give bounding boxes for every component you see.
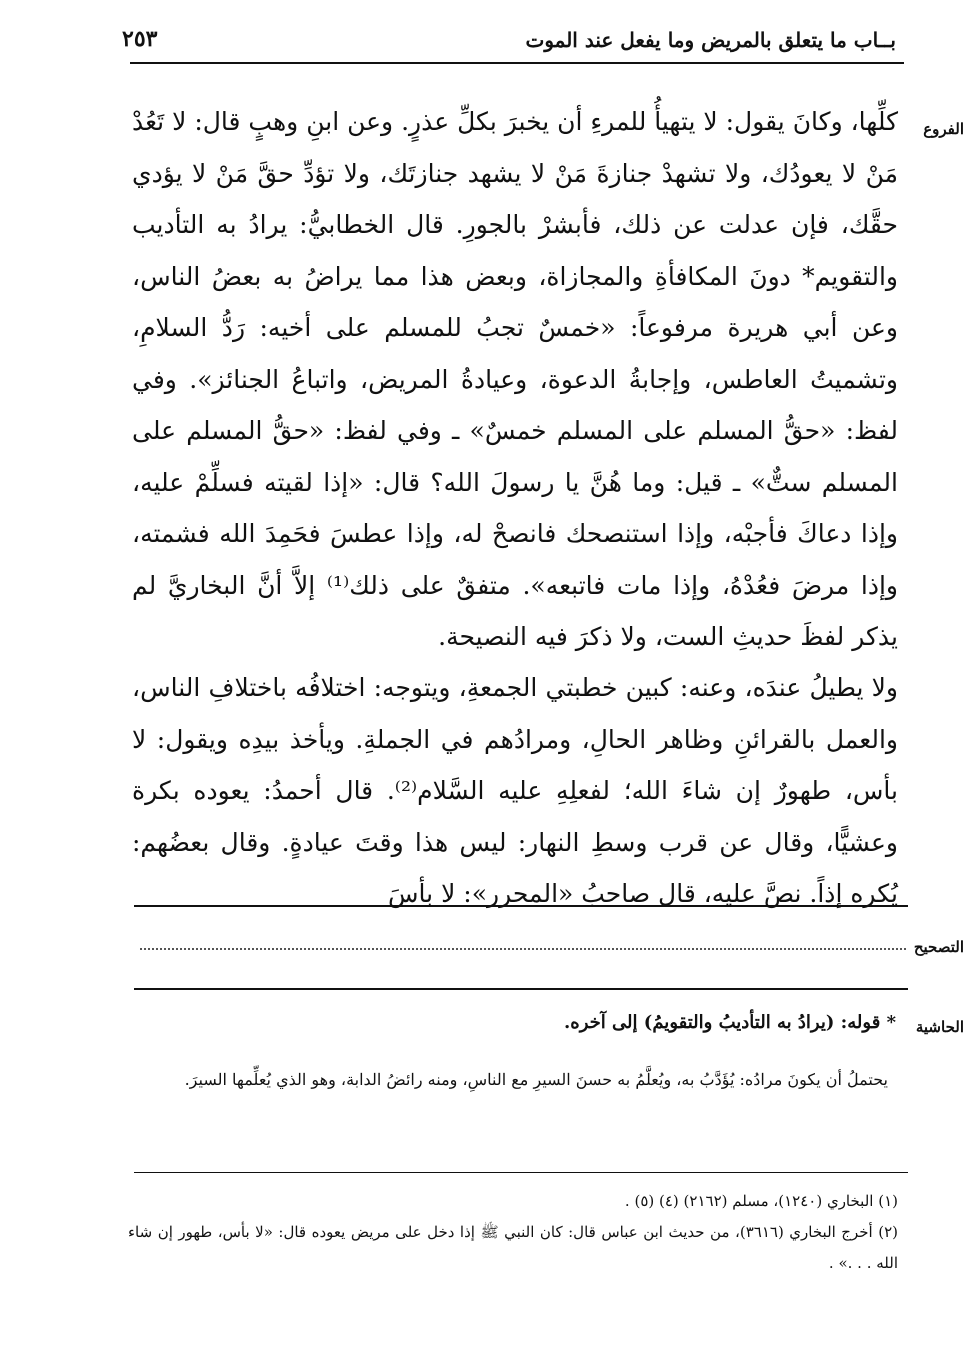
footnote-rule <box>134 1172 908 1173</box>
header-rule <box>130 62 904 64</box>
tashih-dotted-line <box>140 948 906 950</box>
main-paragraph-1: كلِّها، وكانَ يقول: لا يتهيأُ للمرءِ أن يخبرَ بكلِّ عذرٍ. وعن ابنِ وهبٍ قال: لا تَعُدْ مَنْ لا يعودُك، ولا تشهدْ جنازةَ مَنْ لا يشهد جنازتَك، ولا تؤدِّ حقَّ مَنْ لا يؤدي حقَّك، فإن عدلت عن ذلك، فأبشرْ بالجورِ. قال الخطابيُّ: يرادُ به التأديب والتقويم* دونَ المكافأةِ والمجازاة، وبعض هذا مما يراضُ به بعضُ الناس، وعن أبي هريرة مرفوعاً: «خمسٌ تجبُ للمسلم على أخيه: رَدُّ السلامِ، وتشميتُ العاطس، وإجابةُ الدعوة، وعيادةُ المريض، واتباعُ الجنائز». وفي لفظ: «حقُّ المسلم على المسلم خمسٌ» ـ وفي لفظ: «حقُّ المسلم على المسلم ستٌّ» ـ قيل: وما هُنَّ يا رسولَ الله؟ قال: «إذا لقيته فسلِّمْ عليه، وإذا دعاكَ فأجبْه، وإذا استنصحك فانصحْ له، وإذا عطسَ فحَمِدَ الله فشمته، وإذا مرضَ فعُدْهُ، وإذا مات فاتبعه». متفقٌ على ذلك⁽¹⁾ إلاَّ أنَّ البخاريَّ لم يذكر لفظَ حديثِ الست، ولا ذكرَ فيه النصيحة. <box>132 107 898 651</box>
main-text-block <box>132 96 898 920</box>
footnote-1: (١) البخاري (١٢٤٠)، مسلم (٢١٦٢) (٤) (٥) . <box>624 1192 898 1210</box>
page-number: ٢٥٣ <box>122 26 158 52</box>
margin-label-hashiya: الحاشية <box>915 1018 964 1036</box>
running-title: بــاب ما يتعلق بالمريض وما يفعل عند الموت <box>525 28 896 52</box>
hashiya-heading: * قوله: (يرادُ به التأديبُ والتقويمُ) إلى آخره. <box>564 1012 896 1033</box>
footnote-2: (٢) أخرج البخاري (٣٦١٦)، من حديث ابن عباس قال: كان النبي ﷺ إذا دخل على مريض يعوده قال: «لا بأس، طهور إن شاء الله . . .» . <box>128 1223 898 1272</box>
hashiya-body: يحتملُ أن يكونَ مرادُه: يُؤَدَّبُ به، ويُعلَّمُ به حسنَ السيرِ مع الناسِ، ومنه رائضُ الدابة، وهو الذي يُعلِّمها السيرَ. <box>184 1070 888 1089</box>
tashih-bottom-rule <box>134 988 908 990</box>
margin-label-furoo: الفروع <box>923 120 964 138</box>
main-text-bottom-rule <box>134 905 908 907</box>
margin-label-tashih: التصحيح <box>913 938 964 956</box>
footnotes <box>128 1186 898 1279</box>
main-paragraph-2: ولا يطيلُ عندَه، وعنه: كبين خطبتي الجمعةِ، ويتوجه: اختلافُه باختلافِ الناس، والعمل بالقرائنِ وظاهر الحالِ، ومرادُهم في الجملةِ. ويأخذ بيدِه ويقول: لا بأس، طهورٌ إن شاءَ الله؛ لفعلِهِ عليه السَّلام⁽²⁾. قال أحمدُ: يعوده بكرة وعشيًّا، وقال عن قرب وسطِ النهار: ليس هذا وقتَ عيادةٍ. وقال بعضُهم: يُكره إذاً. نصَّ عليه، قال صاحبُ «المحرر»: لا بأسَ <box>132 673 899 908</box>
